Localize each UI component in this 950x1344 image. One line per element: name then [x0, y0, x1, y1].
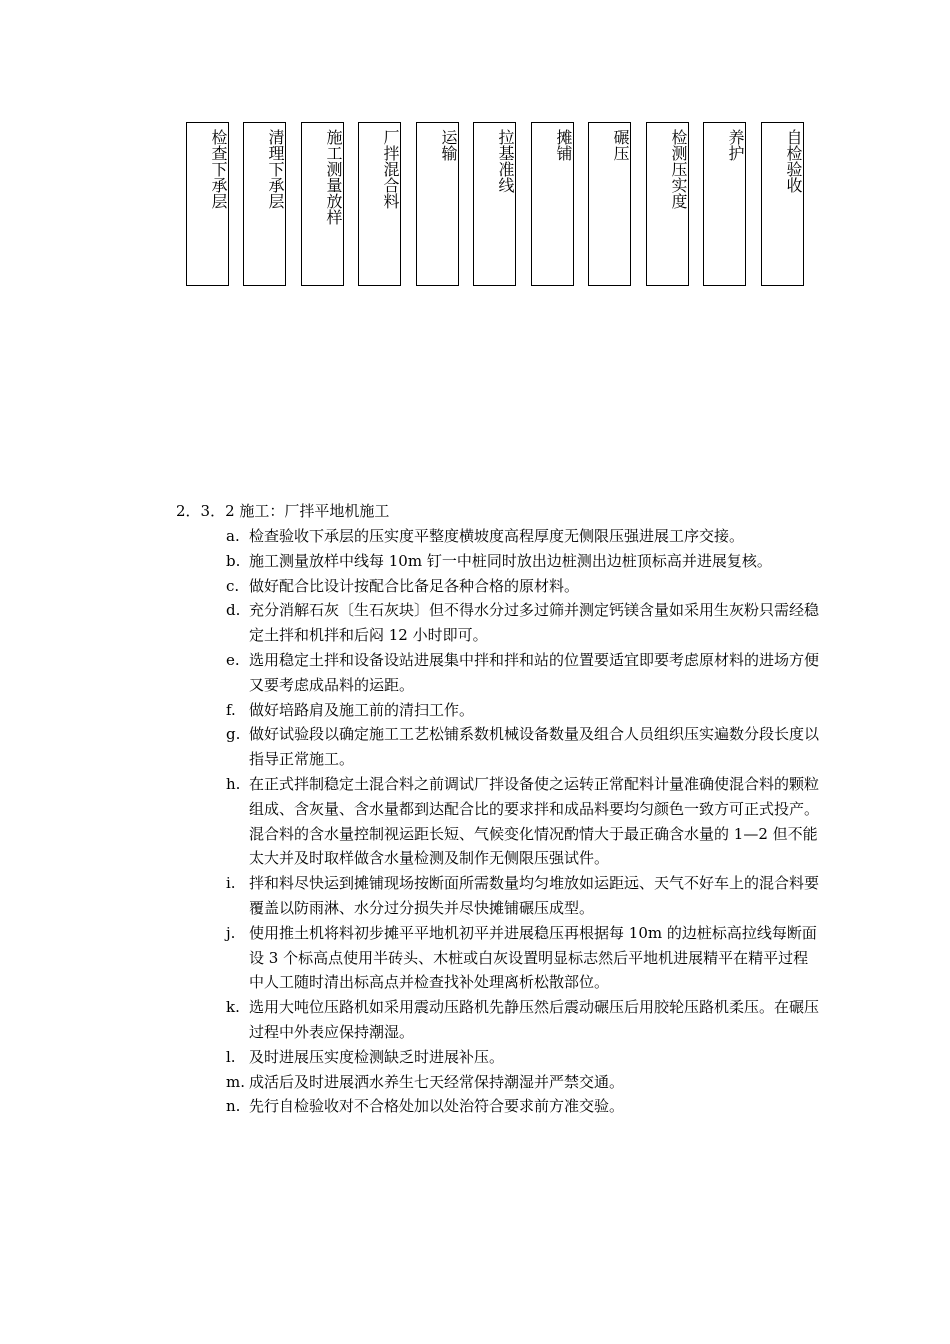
flow-step-label: 碾压 — [611, 129, 630, 161]
flow-step-label: 清理下承层 — [266, 129, 285, 209]
list-item-text: 充分消解石灰〔生石灰块〕但不得水分过多过筛并测定钙镁含量如采用生灰粉只需经稳定土拌和机拌和后闷 12 小时即可。 — [249, 601, 820, 645]
list-item — [226, 1045, 826, 1070]
flow-step-label: 拉基准线 — [496, 129, 515, 193]
flow-step-box — [473, 122, 516, 286]
flow-step-label: 养护 — [726, 129, 745, 161]
list-item-text: 做好试验段以确定施工工艺松铺系数机械设备数量及组合人员组织压实遍数分段长度以指导正常施工。 — [249, 725, 820, 769]
section-heading: 2．3．2 施工：厂拌平地机施工 — [176, 502, 390, 520]
list-item — [226, 648, 826, 698]
list-item-text: 选用大吨位压路机如采用震动压路机先静压然后震动碾压后用胶轮压路机柔压。在碾压过程中外表应保持潮湿。 — [249, 998, 820, 1041]
process-flow — [0, 122, 950, 288]
flow-step-box — [301, 122, 344, 286]
list-marker: h. — [226, 774, 241, 793]
list-item-text: 及时进展压实度检测缺乏时进展补压。 — [249, 1047, 505, 1066]
list-item — [226, 598, 826, 648]
flow-step-label: 检查下承层 — [209, 129, 228, 209]
list-item-text: 成活后及时进展洒水养生七天经常保持潮湿并严禁交通。 — [249, 1072, 625, 1091]
list-item-text: 检查验收下承层的压实度平整度横坡度高程厚度无侧限压强进展工序交接。 — [249, 527, 745, 545]
list-item — [226, 995, 826, 1045]
flow-step-box — [243, 122, 286, 286]
list-item-text: 使用推土机将料初步摊平平地机初平并进展稳压再根据每 10m 的边桩标高拉线每断面设 3 个标高点使用半砖头、木桩或白灰设置明显标志然后平地机进展精平在精平过程中人工随时清出标高点并检查找补处理离析松散部位。 — [249, 923, 817, 992]
flow-step-label: 自检验收 — [784, 129, 803, 193]
flow-step-box — [761, 122, 804, 286]
list-marker: f. — [226, 700, 236, 719]
list-item — [226, 549, 826, 574]
flow-step-label: 运输 — [439, 129, 458, 161]
flow-step-box — [416, 122, 459, 286]
flow-step-label: 厂拌混合料 — [381, 129, 400, 209]
list-marker: c. — [226, 576, 240, 595]
list-item — [226, 1070, 826, 1095]
list-marker: g. — [226, 725, 241, 744]
list-marker: m. — [226, 1072, 245, 1091]
list-marker: i. — [226, 874, 236, 893]
list-marker: b. — [226, 551, 241, 570]
list-item-text: 做好配合比设计按配合比备足各种合格的原材料。 — [249, 576, 580, 595]
list-marker: d. — [226, 601, 241, 620]
list-item — [226, 1094, 826, 1119]
list-item-text: 做好培路肩及施工前的清扫工作。 — [249, 700, 475, 719]
list-marker: a. — [226, 527, 240, 545]
flow-step-box — [703, 122, 746, 286]
flow-step-label: 检测压实度 — [669, 129, 688, 209]
list-item-text: 先行自检验收对不合格处加以处治符合要求前方准交验。 — [249, 1097, 625, 1116]
list-marker: k. — [226, 998, 240, 1017]
list-item — [226, 698, 826, 723]
list-marker: n. — [226, 1097, 241, 1116]
flow-step-box — [646, 122, 689, 286]
list-marker: e. — [226, 650, 240, 669]
list-item-text: 拌和料尽快运到摊铺现场按断面所需数量均匀堆放如运距远、天气不好车上的混合料要覆盖以防雨淋、水分过分损失并尽快摊铺碾压成型。 — [249, 874, 820, 917]
construction-steps-list — [226, 524, 826, 1119]
flow-step-box — [588, 122, 631, 286]
flow-step-label: 摊铺 — [554, 129, 573, 161]
list-item-text: 在正式拌制稳定土混合料之前调试厂拌设备使之运转正常配料计量准确使混合料的颗粒组成、含灰量、含水量都到达配合比的要求拌和成品料要均匀颜色一致方可正式投产。混合料的含水量控制视运距长短、气候变化情况酌情大于最正确含水量的 1—2 但不能太大并及时取样做含水量检测及制作无侧限压强试件。 — [249, 774, 820, 868]
list-item — [226, 574, 826, 599]
list-item — [226, 871, 826, 921]
list-marker: j. — [226, 923, 236, 942]
list-item-text: 选用稳定土拌和设备设站进展集中拌和拌和站的位置要适宜即要考虑原材料的进场方便又要考虑成品料的运距。 — [249, 650, 820, 694]
flow-step-box — [358, 122, 401, 286]
list-marker: l. — [226, 1047, 236, 1066]
flow-step-box — [186, 122, 229, 286]
flow-step-box — [531, 122, 574, 286]
list-item — [226, 722, 826, 772]
list-item-text: 施工测量放样中线每 10m 钉一中桩同时放出边桩测出边桩顶标高并进展复核。 — [249, 551, 772, 570]
list-item — [226, 921, 826, 995]
list-item — [226, 524, 826, 549]
list-item — [226, 772, 826, 871]
flow-step-label: 施工测量放样 — [324, 129, 343, 225]
